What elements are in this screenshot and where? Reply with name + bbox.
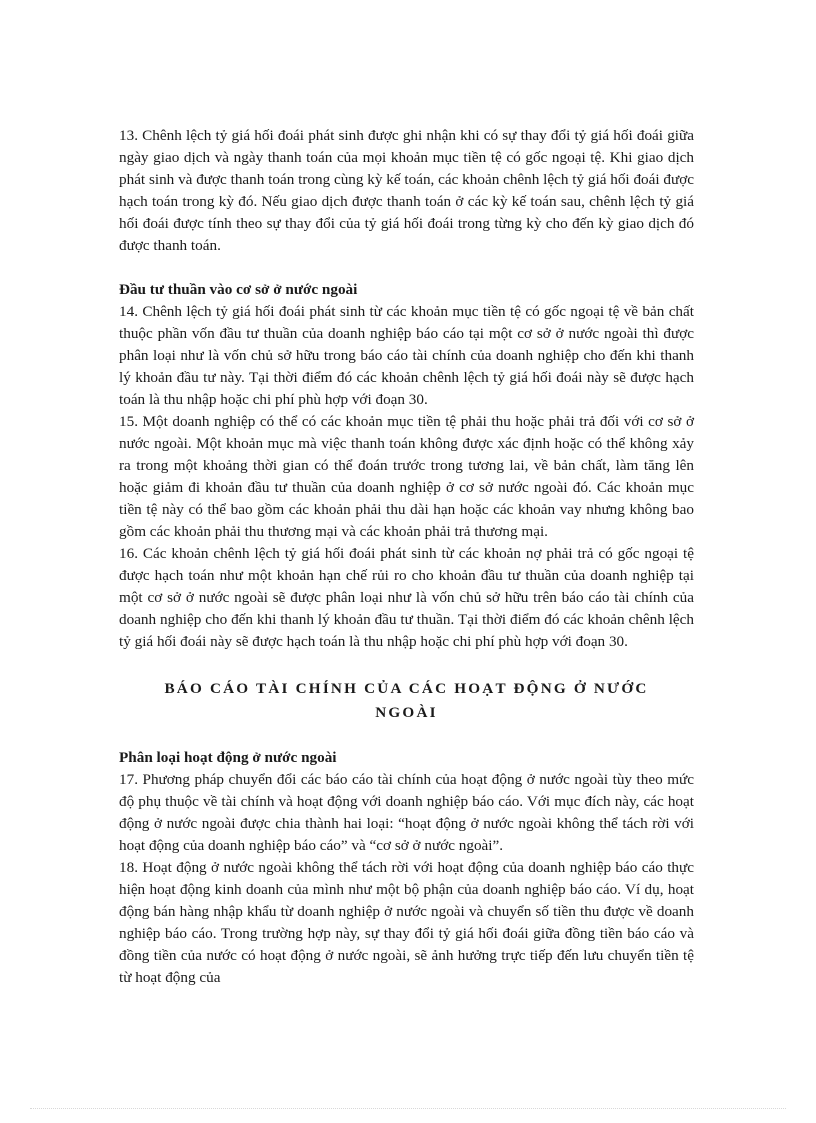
paragraph-15: 15. Một doanh nghiệp có thể có các khoản mục tiền tệ phải thu hoặc phải trả đối với cơ sở ở nước ngoài. Một khoản mục mà việc thanh toán không được xác định hoặc có thể không xảy ra trong một khoảng thời gian có thể đoán trước trong tương lai, về bản chất, làm tăng lên hoặc giảm đi khoản đầu tư thuần của doanh nghiệp ở cơ sở nước ngoài đó. Các khoản mục tiền tệ này có thể bao gồm các khoản phải thu dài hạn hoặc các khoản vay nhưng không bao gồm các khoản phải thu thương mại và các khoản phải trả thương mại. xyxy=(119,413,694,540)
paragraph-14: 14. Chênh lệch tỷ giá hối đoái phát sinh từ các khoản mục tiền tệ có gốc ngoại tệ về bản chất thuộc phần vốn đầu tư thuần của doanh nghiệp báo cáo tại một cơ sở ở nước ngoài thì được phân loại như là vốn chủ sở hữu trong báo cáo tài chính của doanh nghiệp cho đến khi thanh lý khoản đầu tư này. Tại thời điểm đó các khoản chênh lệch tỷ giá hối đoái này sẽ được hạch toán là thu nhập hoặc chi phí phù hợp với đoạn 30. xyxy=(119,303,694,408)
document-page xyxy=(119,125,694,989)
paragraph-16: 16. Các khoản chênh lệch tỷ giá hối đoái phát sinh từ các khoản nợ phải trả có gốc ngoại tệ được hạch toán như một khoản hạn chế rủi ro cho khoản đầu tư thuần của doanh nghiệp tại một cơ sở ở nước ngoài sẽ được phân loại như là vốn chủ sở hữu trên báo cáo tài chính của doanh nghiệp cho đến khi thanh lý khoản đầu tư thuần. Tại thời điểm đó các khoản chênh lệch tỷ giá hối đoái này sẽ được hạch toán là thu nhập hoặc chi phí phù hợp với đoạn 30. xyxy=(119,545,694,650)
page-bottom-divider xyxy=(30,1108,786,1109)
paragraph-13: 13. Chênh lệch tỷ giá hối đoái phát sinh được ghi nhận khi có sự thay đổi tỷ giá hối đoái giữa ngày giao dịch và ngày thanh toán của mọi khoản mục tiền tệ có gốc ngoại tệ. Khi giao dịch phát sinh và được thanh toán trong cùng kỳ kế toán, các khoản chênh lệch tỷ giá hối đoái được hạch toán trong kỳ đó. Nếu giao dịch được thanh toán ở các kỳ kế toán sau, chênh lệch tỷ giá hối đoái được tính theo sự thay đổi của tỷ giá hối đoái trong từng kỳ cho đến kỳ giao dịch đó được thanh toán. xyxy=(119,127,694,254)
paragraph-17: 17. Phương pháp chuyển đổi các báo cáo tài chính của hoạt động ở nước ngoài tùy theo mức độ phụ thuộc về tài chính và hoạt động với doanh nghiệp báo cáo. Với mục đích này, các hoạt động ở nước ngoài được chia thành hai loại: “hoạt động ở nước ngoài không thể tách rời với hoạt động của doanh nghiệp báo cáo” và “cơ sở ở nước ngoài”. xyxy=(119,771,694,854)
section-title: BÁO CÁO TÀI CHÍNH CỦA CÁC HOẠT ĐỘNG Ở NƯỚC NGOÀI xyxy=(164,680,649,721)
paragraph-18: 18. Hoạt động ở nước ngoài không thể tách rời với hoạt động của doanh nghiệp báo cáo thực hiện hoạt động kinh doanh của mình như một bộ phận của doanh nghiệp báo cáo. Ví dụ, hoạt động bán hàng nhập khẩu từ doanh nghiệp ở nước ngoài và chuyển số tiền thu được về doanh nghiệp báo cáo. Trong trường hợp này, sự thay đổi tỷ giá hối đoái giữa đồng tiền báo cáo và đồng tiền của nước có hoạt động ở nước ngoài, sẽ ảnh hưởng trực tiếp đến lưu chuyển tiền tệ từ hoạt động của xyxy=(119,859,694,986)
heading-classification: Phân loại hoạt động ở nước ngoài xyxy=(119,749,337,766)
heading-net-investment: Đầu tư thuần vào cơ sở ở nước ngoài xyxy=(119,281,358,298)
